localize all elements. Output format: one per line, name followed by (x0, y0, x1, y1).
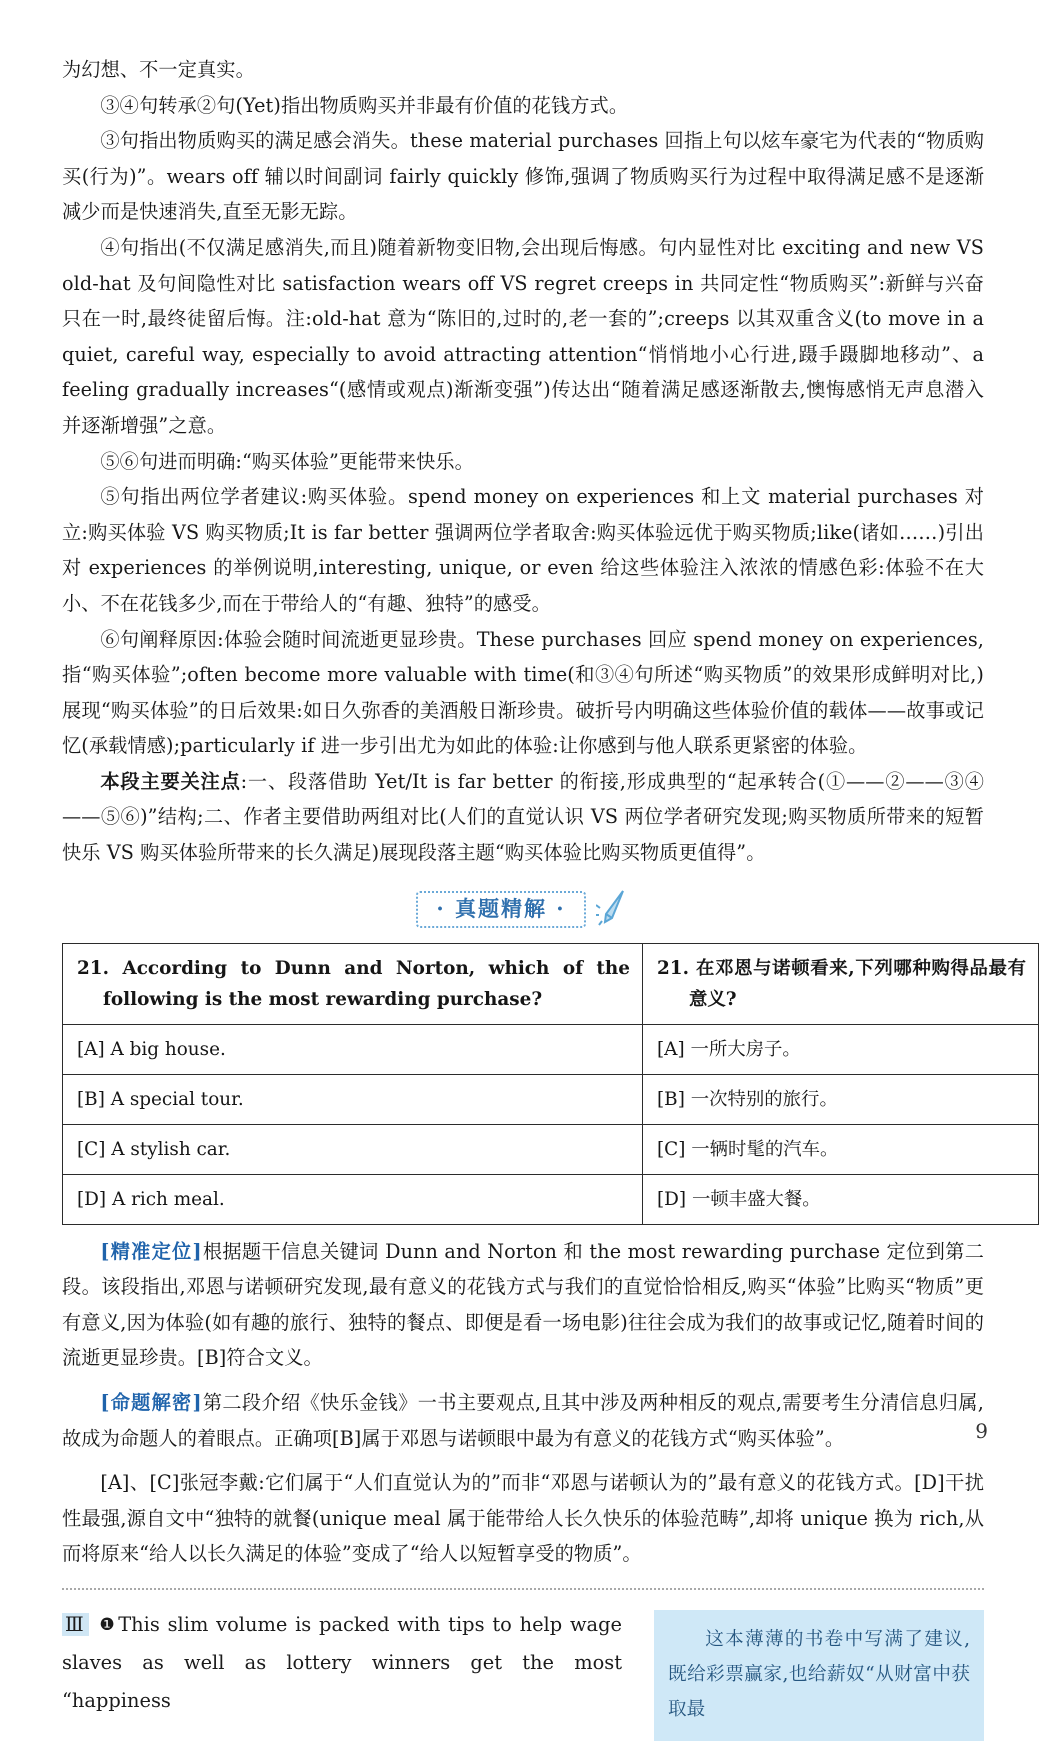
table-row[interactable] (63, 1174, 1039, 1224)
question-stem-en-cell (63, 943, 643, 1024)
translation-box (654, 1610, 984, 1741)
option-c-en[interactable]: [C] A stylish car. (63, 1124, 643, 1174)
explanation-question-decoding (62, 1385, 984, 1456)
table-row[interactable] (63, 1074, 1039, 1124)
option-a-cn[interactable]: [A] 一所大房子。 (643, 1024, 1039, 1074)
table-row[interactable] (63, 1024, 1039, 1074)
question-table (62, 943, 1039, 1225)
translation-text: 这本薄薄的书卷中写满了建议,既给彩票赢家,也给薪奴“从财富中获取最 (668, 1629, 970, 1720)
explanation-tag: [命题解密] (100, 1391, 203, 1415)
explanation-text: [A]、[C]张冠李戴:它们属于“人们直觉认为的”而非“邓恩与诺顿认为的”最有意义的花钱方式。[D]干扰性最强,源自文中“独特的就餐(unique meal 属于能带给人长久快乐的体验范畴”,却将 unique 换为 rich,从而将原来“给人以长久满足的体验”变成了“给人以短暂享受的物质”。 (62, 1471, 984, 1566)
analysis-paragraph: ⑤句指出两位学者建议:购买体验。spend money on experiences 和上文 material purchases 对立:购买体验 VS 购买物质;It is far better 强调两位学者取舍:购买体验远优于购买物质;like(诸如……)引出对 experiences 的举例说明,interesting, unique, or even 给这些体验注入浓浓的情感色彩:体验不在大小、不在花钱多少,而在于带给人的“有趣、独特”的感受。 (62, 485, 984, 615)
option-d-cn[interactable]: [D] 一顿丰盛大餐。 (643, 1174, 1039, 1224)
paragraph-summary-text: :一、段落借助 Yet/It is far better 的衔接,形成典型的“起承转合(①——②——③④——⑤⑥)”结构;二、作者主要借助两组对比(人们的直觉认识 VS 两位学者研究发现;购买物质所带来的短暂快乐 VS 购买体验所带来的长久满足)展现段落主题“购买体验比购买物质更值得”。 (62, 769, 985, 865)
option-b-en[interactable]: [B] A special tour. (63, 1074, 643, 1124)
paragraph-summary-label: 本段主要关注点 (100, 769, 241, 793)
analysis-paragraph: ⑥句阐释原因:体验会随时间流逝更显珍贵。These purchases 回应 spend money on experiences,指“购买体验”;often become more valuable with time(和③④句所述“购买物质”的效果形成鲜明对比,)展现“购买体验”的日后效果:如日久弥香的美酒般日渐珍贵。破折号内明确这些体验价值的载体——故事或记忆(承载情感);particularly if 进一步引出尤为如此的体验:让你感到与他人联系更紧密的体验。 (62, 627, 984, 758)
option-a-en[interactable]: [A] A big house. (63, 1024, 643, 1074)
explanation-tag: [精准定位] (100, 1239, 203, 1263)
analysis-paragraph: ④句指出(不仅满足感消失,而且)随着新物变旧物,会出现后悔感。句内显性对比 exciting and new VS old-hat 及句间隐性对比 satisfaction wears off VS regret creeps in 共同定性“物质购买”:新鲜与兴奋只在一时,最终徒留后悔。注:old-hat 意为“陈旧的,过时的,老一套的”;creeps 以其双重含义(to move in a quiet, careful way, especially to avoid attracting attention“悄悄地小心行进,蹑手蹑脚地移动”、a feeling gradually increases“(感情或观点)渐渐变强”)传达出“随着满足感逐渐散去,懊悔感悄无声息潜入并逐渐增强”之意。 (62, 235, 984, 437)
explanation-precise-location (62, 1234, 984, 1376)
sentence-number-icon: ❶ (99, 1615, 117, 1635)
table-row (63, 943, 1039, 1024)
question-stem-en (77, 953, 630, 1015)
explanation-text: 根据题干信息关键词 Dunn and Norton 和 the most rewarding purchase 定位到第二段。该段指出,邓恩与诺顿研究发现,最有意义的花钱方式与我们的直觉恰恰相反,购买“体验”比购买“物质”更有意义,因为体验(如有趣的旅行、独特的餐点、即便是看一场电影)往往会成为我们的故事或记忆,随着时间的流逝更显珍贵。[B]符合文义。 (62, 1239, 984, 1370)
question-stem-cn-cell (643, 943, 1039, 1024)
section-badge: · 真题精解 · (416, 891, 585, 928)
analysis-paragraph: 为幻想、不一定真实。 (62, 58, 255, 81)
analysis-paragraph: ⑤⑥句进而明确:“购买体验”更能带来快乐。 (100, 449, 474, 473)
source-text-english (62, 1606, 622, 1720)
question-number-cn: 21. (657, 957, 689, 979)
question-stem-en-text: According to Dunn and Norton, which of the following is the most rewarding purchase? (103, 957, 630, 1010)
question-stem-cn-text: 在邓恩与诺顿看来,下列哪种购得品最有意义? (689, 957, 1026, 1010)
paragraph-summary (62, 764, 984, 871)
section-divider (62, 1588, 984, 1590)
explanation-text: 第二段介绍《快乐金钱》一书主要观点,且其中涉及两种相反的观点,需要考生分清信息归属,故成为命题人的着眼点。正确项[B]属于邓恩与诺顿眼中最为有意义的花钱方式“购买体验”。 (62, 1391, 984, 1450)
analysis-paragraph: ③④句转承②句(Yet)指出物质购买并非最有价值的花钱方式。 (100, 93, 629, 117)
explanation-distractors (62, 1465, 984, 1572)
bottom-bilingual-block (62, 1606, 984, 1720)
option-c-cn[interactable]: [C] 一辆时髦的汽车。 (643, 1124, 1039, 1174)
option-d-en[interactable]: [D] A rich meal. (63, 1174, 643, 1224)
section-roman-numeral: Ⅲ (62, 1613, 89, 1636)
question-number-en: 21. (77, 957, 109, 979)
page-number: 9 (975, 1419, 988, 1443)
section-badge-row (62, 887, 984, 933)
option-b-cn[interactable]: [B] 一次特别的旅行。 (643, 1074, 1039, 1124)
analysis-paragraph: ③句指出物质购买的满足感会消失。these material purchases 回指上句以炫车豪宅为代表的“物质购买(行为)”。wears off 辅以时间副词 fairly quickly 修饰,强调了物质购买行为过程中取得满足感不是逐渐减少而是快速消失,直至无影无踪。 (62, 129, 984, 224)
page-content (62, 52, 1026, 1720)
pen-icon (596, 888, 630, 932)
question-stem-cn (657, 953, 1026, 1015)
table-row[interactable] (63, 1124, 1039, 1174)
source-text-english-body: This slim volume is packed with tips to help wage slaves as well as lottery winners get the most “happiness (62, 1613, 623, 1712)
